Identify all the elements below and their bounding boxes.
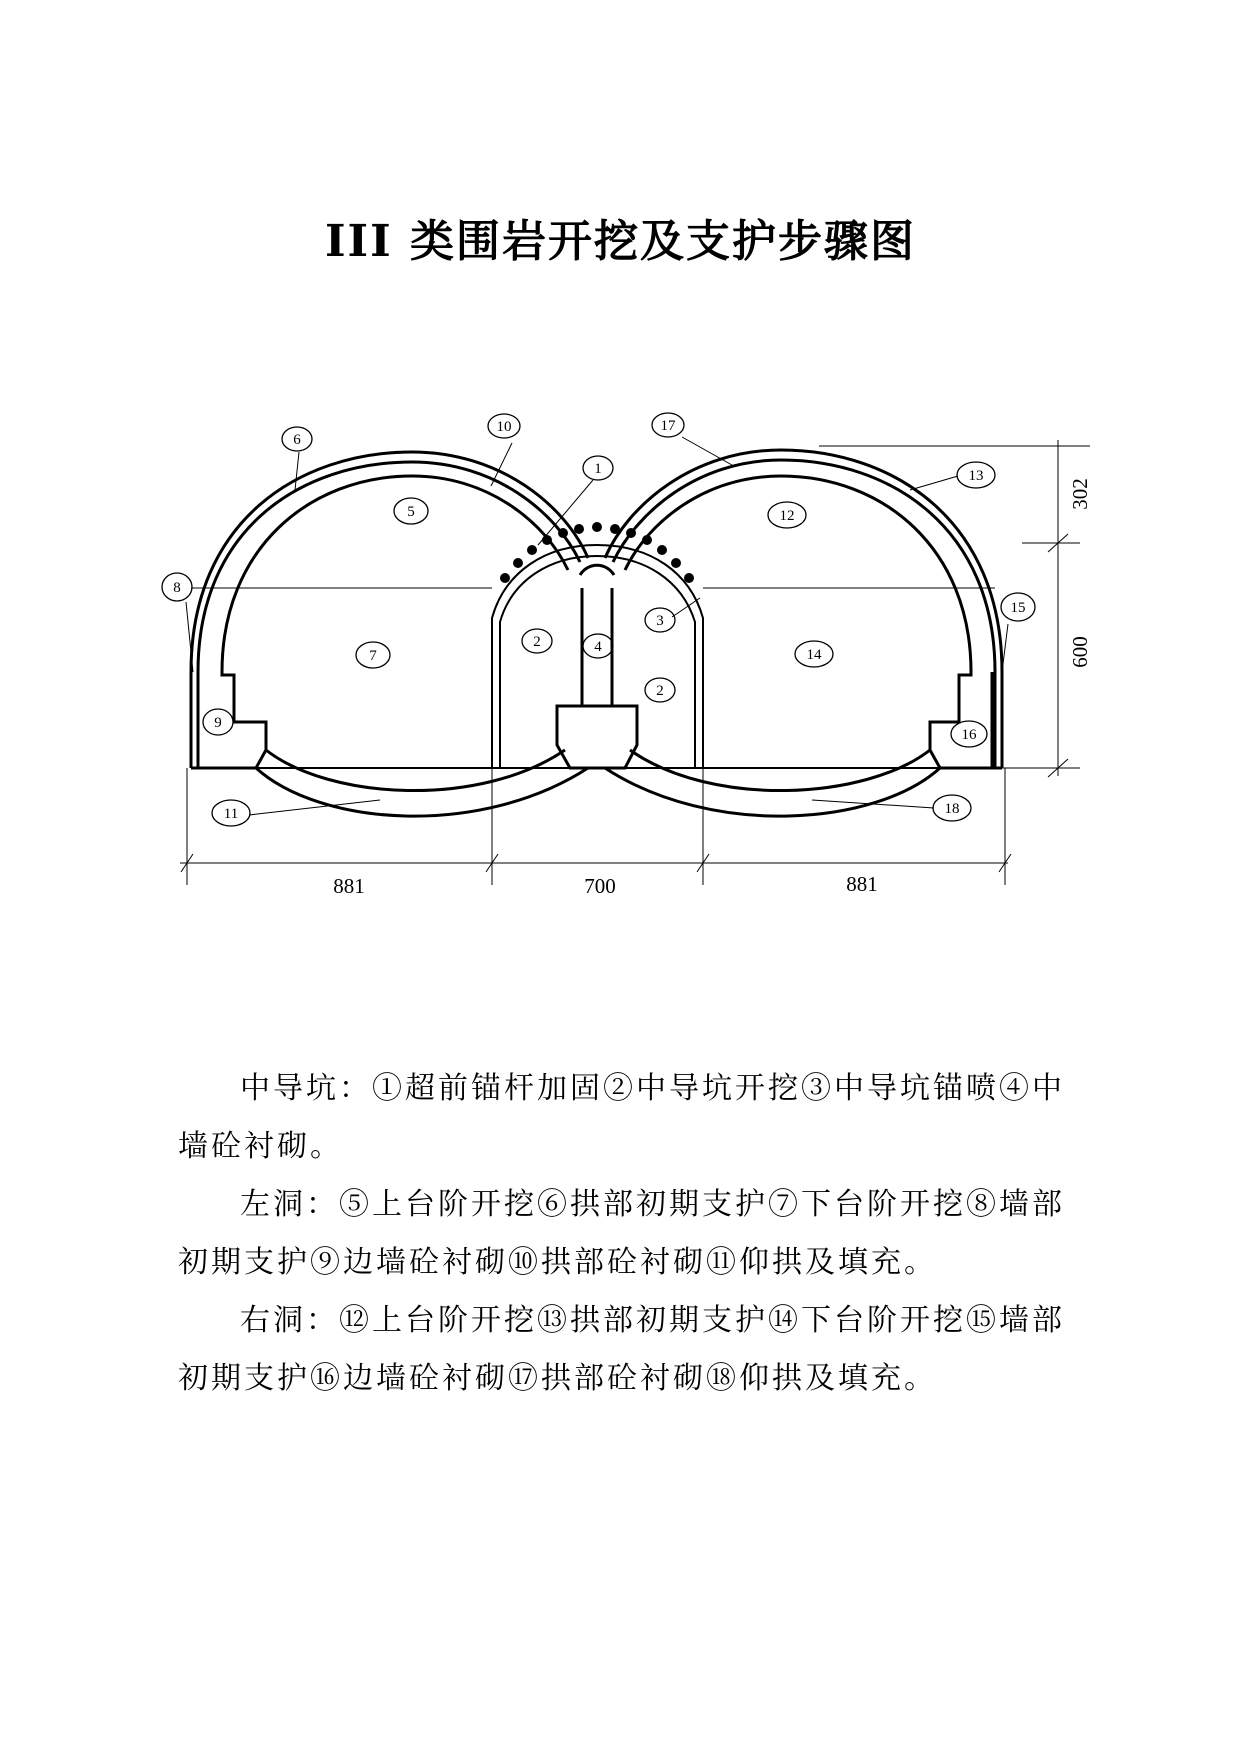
dim-middle: 700 (584, 874, 616, 898)
svg-text:17: 17 (660, 418, 676, 434)
dimensions (180, 440, 1090, 885)
left-invert-upper (266, 750, 565, 791)
label-10 (488, 414, 520, 438)
svg-text:15: 15 (1010, 600, 1026, 616)
svg-text:5: 5 (407, 504, 415, 520)
label-4 (583, 634, 613, 658)
right-invert-upper (630, 750, 930, 791)
svg-text:14: 14 (806, 647, 822, 663)
svg-text:18: 18 (944, 801, 960, 817)
dim-right: 881 (846, 872, 878, 896)
label-5 (394, 498, 428, 524)
label-3 (645, 608, 675, 632)
svg-text:4: 4 (594, 639, 602, 655)
label-15 (1001, 593, 1035, 621)
label-16 (951, 721, 987, 747)
label-8 (162, 573, 192, 601)
left-wall-step (191, 672, 266, 768)
svg-text:13: 13 (968, 468, 984, 484)
middle-drift-description: 中导坑：①超前锚杆加固②中导坑开挖③中导坑锚喷④中墙砼衬砌。 (178, 1071, 1065, 1164)
dim-arch-height: 302 (1068, 478, 1092, 510)
svg-text:3: 3 (656, 613, 664, 629)
label-6 (282, 427, 312, 451)
label-11 (212, 800, 250, 826)
dim-wall-height: 600 (1068, 636, 1092, 668)
label-14 (795, 641, 833, 667)
svg-text:16: 16 (961, 727, 977, 743)
label-1 (583, 456, 613, 480)
label-12 (768, 502, 806, 528)
dimension-labels (333, 478, 1092, 898)
svg-text:1: 1 (594, 461, 602, 477)
svg-text:12: 12 (779, 508, 795, 524)
right-invert-lower (605, 768, 940, 816)
svg-text:11: 11 (223, 806, 239, 822)
label-2a (522, 629, 552, 653)
label-7 (356, 642, 390, 668)
middle-wall-footing (557, 706, 637, 768)
drift-outer (492, 545, 703, 768)
middle-drift (492, 545, 703, 768)
svg-text:6: 6 (293, 432, 301, 448)
anchor-bolt-dots (500, 522, 694, 583)
svg-text:9: 9 (214, 715, 222, 731)
svg-text:10: 10 (496, 419, 512, 435)
drift-inner (500, 556, 695, 768)
right-tunnel-description: 右洞：⑫上台阶开挖⑬拱部初期支护⑭下台阶开挖⑮墙部初期支护⑯边墙砼衬砌⑰拱部砼衬砌⑱仰拱及填充。 (178, 1303, 1065, 1396)
label-17 (652, 413, 684, 437)
middle-wall-cap (580, 565, 614, 575)
left-tunnel-description: 左洞：⑤上台阶开挖⑥拱部初期支护⑦下台阶开挖⑧墙部初期支护⑨边墙砼衬砌⑩拱部砼衬砌⑪仰拱及填充。 (178, 1187, 1065, 1280)
left-tunnel (191, 452, 588, 816)
right-tunnel (605, 450, 1002, 816)
dim-left: 881 (333, 874, 365, 898)
label-2b (645, 678, 675, 702)
label-13 (957, 462, 995, 488)
page-title: III 类围岩开挖及支护步骤图 (324, 216, 917, 267)
label-18 (933, 795, 971, 821)
svg-text:7: 7 (369, 648, 377, 664)
svg-text:2: 2 (533, 634, 541, 650)
step-labels (162, 413, 1035, 826)
svg-text:8: 8 (173, 580, 181, 596)
leader-lines (186, 437, 1008, 815)
svg-text:2: 2 (656, 683, 664, 699)
label-9 (203, 709, 233, 735)
